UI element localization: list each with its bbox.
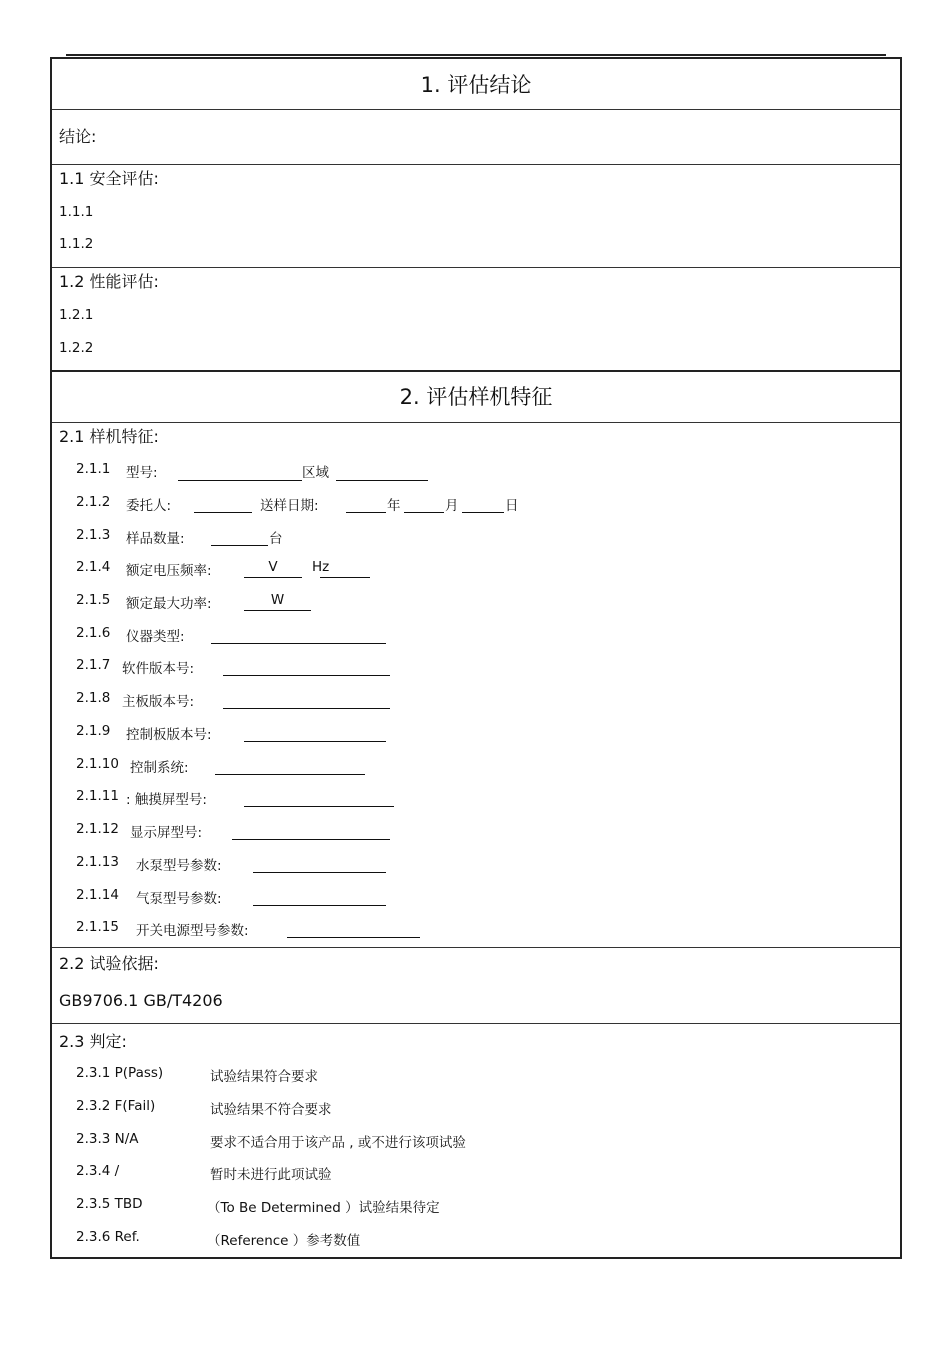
row-number: 2.1.15 — [76, 919, 119, 935]
touchscreen-model-label: : 触摸屏型号: — [126, 792, 207, 808]
client-label: 委托人: — [126, 498, 172, 514]
judgement-code: 2.3.3 N/A — [76, 1131, 139, 1147]
divider — [52, 1023, 900, 1024]
region-label: 区域 — [302, 465, 329, 481]
test-basis-label: 2.2 试验依据: — [59, 954, 159, 973]
month-label: 月 — [445, 498, 459, 514]
voltage-frequency-label: 额定电压频率: — [126, 563, 212, 579]
delivery-date-label: 送样日期: — [260, 498, 319, 514]
power-supply-blank[interactable] — [287, 937, 420, 938]
judgement-code: 2.3.2 F(Fail) — [76, 1098, 156, 1114]
row-number: 2.1.10 — [76, 756, 119, 772]
row-number: 2.1.3 — [76, 527, 111, 543]
air-pump-blank[interactable] — [253, 905, 386, 906]
hz-unit: Hz — [312, 559, 330, 575]
judgement-desc: （Reference ）参考数值 — [207, 1233, 361, 1249]
display-model-blank[interactable] — [232, 839, 390, 840]
row-number: 2.1.6 — [76, 625, 111, 641]
safety-item: 1.1.2 — [59, 236, 94, 252]
judgement-label: 2.3 判定: — [59, 1032, 127, 1051]
conclusion-label: 结论: — [59, 127, 97, 146]
judgement-code: 2.3.5 TBD — [76, 1196, 143, 1212]
day-blank[interactable] — [462, 512, 504, 513]
row-number: 2.1.11 — [76, 788, 119, 804]
touchscreen-model-blank[interactable] — [244, 806, 394, 807]
top-rule — [66, 54, 886, 56]
software-version-label: 软件版本号: — [122, 661, 195, 677]
row-number: 2.1.5 — [76, 592, 111, 608]
judgement-code: 2.3.1 P(Pass) — [76, 1065, 164, 1081]
row-number: 2.1.13 — [76, 854, 119, 870]
instrument-type-blank[interactable] — [211, 643, 386, 644]
client-blank[interactable] — [194, 512, 252, 513]
unit-label: 台 — [269, 531, 283, 547]
control-system-label: 控制系统: — [130, 760, 189, 776]
row-number: 2.1.4 — [76, 559, 111, 575]
water-pump-label: 水泵型号参数: — [136, 858, 222, 874]
voltage-blank[interactable] — [244, 577, 302, 578]
test-basis-value: GB9706.1 GB/T4206 — [59, 991, 223, 1010]
sample-features-label: 2.1 样机特征: — [59, 427, 159, 446]
divider — [52, 370, 900, 372]
divider — [52, 947, 900, 948]
watt-unit: W — [270, 592, 285, 608]
judgement-desc: 要求不适合用于该产品 , 或不进行该项试验 — [210, 1135, 466, 1151]
row-number: 2.1.2 — [76, 494, 111, 510]
air-pump-label: 气泵型号参数: — [136, 891, 222, 907]
judgement-desc: 试验结果符合要求 — [210, 1069, 318, 1085]
section1-title: 1. 评估结论 — [420, 73, 532, 97]
divider — [52, 267, 900, 268]
judgement-desc: 试验结果不符合要求 — [210, 1102, 332, 1118]
max-power-label: 额定最大功率: — [126, 596, 212, 612]
voltage-unit: V — [268, 559, 278, 575]
year-blank[interactable] — [346, 512, 386, 513]
mainboard-version-blank[interactable] — [223, 708, 390, 709]
judgement-code: 2.3.4 / — [76, 1163, 120, 1179]
divider — [52, 109, 900, 110]
divider — [52, 422, 900, 423]
month-blank[interactable] — [404, 512, 444, 513]
safety-eval-label: 1.1 安全评估: — [59, 169, 159, 188]
performance-item: 1.2.1 — [59, 307, 94, 323]
region-blank[interactable] — [336, 480, 428, 481]
display-model-label: 显示屏型号: — [130, 825, 203, 841]
row-number: 2.1.8 — [76, 690, 111, 706]
performance-eval-label: 1.2 性能评估: — [59, 272, 159, 291]
year-label: 年 — [387, 498, 401, 514]
row-number: 2.1.12 — [76, 821, 119, 837]
row-number: 2.1.9 — [76, 723, 111, 739]
power-supply-label: 开关电源型号参数: — [136, 923, 249, 939]
row-number: 2.1.1 — [76, 461, 111, 477]
software-version-blank[interactable] — [223, 675, 390, 676]
control-board-version-label: 控制板版本号: — [126, 727, 212, 743]
frequency-blank[interactable] — [320, 577, 370, 578]
power-blank[interactable] — [244, 610, 311, 611]
row-number: 2.1.14 — [76, 887, 119, 903]
model-blank[interactable] — [178, 480, 302, 481]
divider — [52, 164, 900, 165]
row-number: 2.1.7 — [76, 657, 111, 673]
judgement-desc: 暂时未进行此项试验 — [210, 1167, 332, 1183]
judgement-desc: （To Be Determined ）试验结果待定 — [207, 1200, 440, 1216]
instrument-type-label: 仪器类型: — [126, 629, 185, 645]
control-board-version-blank[interactable] — [244, 741, 386, 742]
quantity-blank[interactable] — [211, 545, 268, 546]
quantity-label: 样品数量: — [126, 531, 185, 547]
control-system-blank[interactable] — [215, 774, 365, 775]
water-pump-blank[interactable] — [253, 872, 386, 873]
evaluation-form — [50, 57, 902, 1259]
safety-item: 1.1.1 — [59, 204, 94, 220]
day-label: 日 — [505, 498, 519, 514]
judgement-code: 2.3.6 Ref. — [76, 1229, 140, 1245]
model-label: 型号: — [126, 465, 158, 481]
mainboard-version-label: 主板版本号: — [122, 694, 195, 710]
performance-item: 1.2.2 — [59, 340, 94, 356]
section2-title: 2. 评估样机特征 — [399, 385, 553, 409]
